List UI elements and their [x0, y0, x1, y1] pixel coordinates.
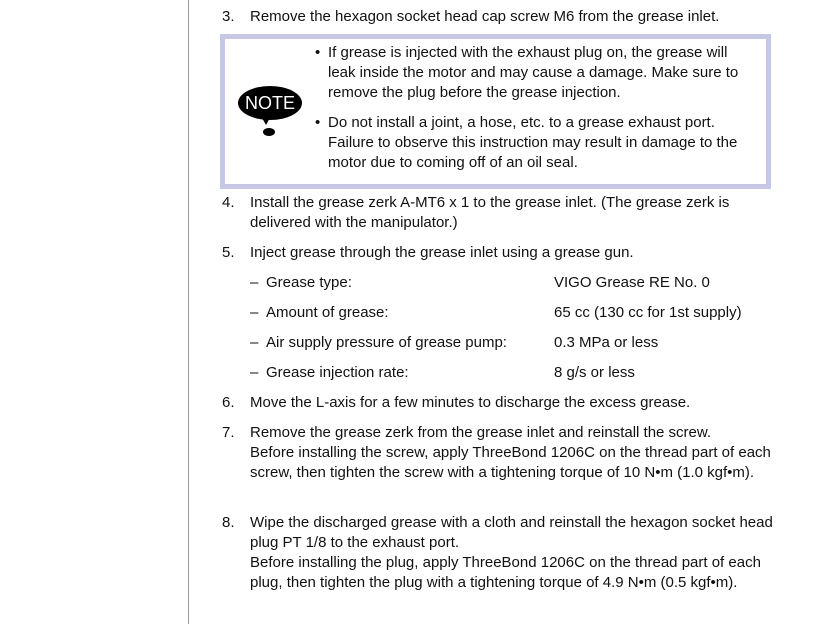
bullet-dot: •: [315, 114, 321, 131]
step-line: Before installing the plug, apply ThreeBond 1206C on the thread part of each plug, then tighten the plug with a tightening torque of 4.9 N•m (0.5 kgf•m).: [250, 554, 761, 591]
note-bullet: [315, 113, 755, 173]
step-number: 7.: [222, 424, 235, 441]
step-number: 3.: [222, 8, 235, 25]
bullet-dot: •: [315, 44, 321, 61]
step-text: [250, 243, 782, 263]
spec-row-pressure: [250, 333, 790, 353]
step-text: [250, 7, 782, 27]
page-margin-rule: [188, 0, 189, 624]
note-bullet-text: Do not install a joint, a hose, etc. to a grease exhaust port. Failure to observe this instruction may result in damage to the motor due to coming off of an oil seal.: [328, 114, 738, 171]
step-line: Install the grease zerk A-MT6 x 1 to the grease inlet. (The grease zerk is delivered with the manipulator.): [250, 194, 730, 231]
step-text: [250, 513, 782, 593]
step-line: Move the L-axis for a few minutes to discharge the excess grease.: [250, 394, 691, 411]
note-box: [220, 34, 771, 189]
note-bullet-text: If grease is injected with the exhaust plug on, the grease will leak inside the motor and may cause a damage. Make sure to remove the plug before the grease injection.: [328, 44, 739, 101]
spec-row-rate: [250, 363, 790, 383]
step-line: Before installing the screw, apply ThreeBond 1206C on the thread part of each screw, then tighten the screw with a tightening torque of 10 N•m (1.0 kgf•m).: [250, 444, 771, 481]
spec-value: VIGO Grease RE No. 0: [554, 274, 710, 291]
spec-dash: –: [250, 274, 259, 291]
spec-dash: –: [250, 364, 259, 381]
spec-label: Grease type:: [266, 274, 352, 291]
step-number: 6.: [222, 394, 235, 411]
step-line: Wipe the discharged grease with a cloth and reinstall the hexagon socket head plug PT 1/8 to the exhaust port.: [250, 514, 773, 551]
step-line: Remove the grease zerk from the grease inlet and reinstall the screw.: [250, 424, 712, 441]
spec-dash: –: [250, 304, 259, 321]
spec-label: Grease injection rate:: [266, 364, 409, 381]
spec-row-grease-type: [250, 273, 790, 293]
note-icon: [237, 85, 303, 149]
note-bullet: [315, 43, 755, 103]
step-text: [250, 423, 782, 483]
spec-value: 0.3 MPa or less: [554, 334, 659, 351]
step-number: 5.: [222, 244, 235, 261]
spec-row-amount: [250, 303, 790, 323]
step-text: [250, 393, 782, 413]
step-number: 4.: [222, 194, 235, 211]
spec-label: Amount of grease:: [266, 304, 389, 321]
step-number: 8.: [222, 514, 235, 531]
spec-label: Air supply pressure of grease pump:: [266, 334, 507, 351]
note-icon-label: NOTE: [244, 93, 296, 113]
spec-value: 8 g/s or less: [554, 364, 635, 381]
note-list: [315, 43, 755, 183]
step-text: [250, 193, 782, 233]
step-line: Remove the hexagon socket head cap screw M6 from the grease inlet.: [250, 8, 720, 25]
spec-dash: –: [250, 334, 259, 351]
step-line: Inject grease through the grease inlet using a grease gun.: [250, 244, 634, 261]
spec-value: 65 cc (130 cc for 1st supply): [554, 304, 742, 321]
